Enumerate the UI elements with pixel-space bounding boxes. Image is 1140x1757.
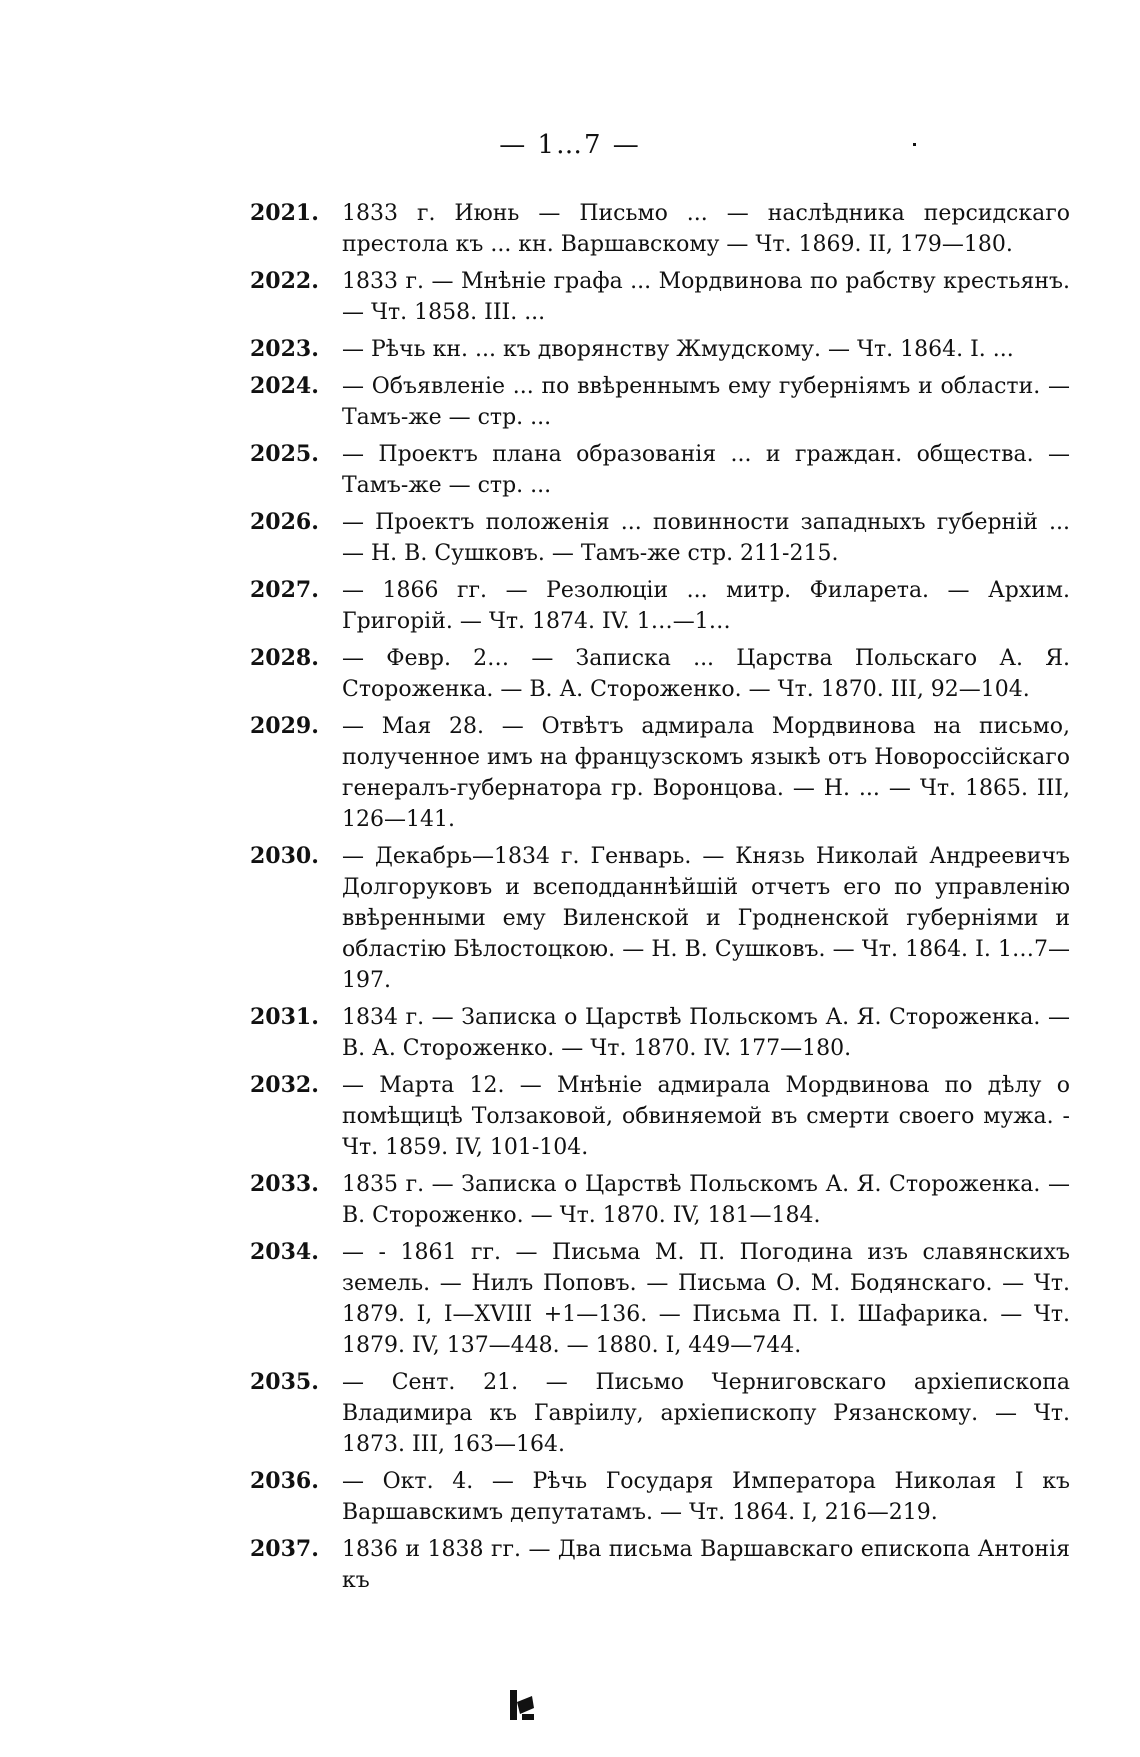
entry-text: — Февр. 2… — Записка ... Царства Польскаго А. Я. Стороженка. — В. А. Стороженко. — Чт. 1870. III, 92—104. <box>342 646 1070 702</box>
entry-text: — Проектъ положенія ... повинности западныхъ губерній ... — Н. В. Сушковъ. — Тамъ-же стр. 211-215. <box>342 510 1070 566</box>
entry-number: 2021. <box>250 200 319 226</box>
entry-text: — Декабрь—1834 г. Генварь. — Князь Николай Андреевичъ Долгоруковъ и всеподданнѣйшій отчетъ его по управленію ввѣренными ему Виленской и Гродненской губерніями и областію Бѣлостоцкою. — Н. В. Сушковъ. — Чт. 1864. I. 1…7—197. <box>342 844 1070 993</box>
list-item <box>250 643 1070 705</box>
list-item <box>250 439 1070 501</box>
entry-number: 2031. <box>250 1004 319 1030</box>
entry-text: 1833 г. — Мнѣніе графа ... Мордвинова по рабству крестьянъ. — Чт. 1858. III. ... <box>342 269 1070 325</box>
list-item <box>250 334 1070 365</box>
entry-number: 2022. <box>250 268 319 294</box>
entry-text: — Марта 12. — Мнѣніе адмирала Мордвинова по дѣлу о помѣщицѣ Толзаковой, обвиняемой въ смерти своего мужа. - Чт. 1859. IV, 101-104. <box>342 1073 1070 1160</box>
list-item <box>250 1169 1070 1231</box>
entry-number: 2033. <box>250 1171 319 1197</box>
entry-text: — - 1861 гг. — Письма М. П. Погодина изъ славянскихъ земель. — Нилъ Поповъ. — Письма О. М. Бодянскаго. — Чт. 1879. I, I—XVIII +1—136. — Письма П. I. Шафарика. — Чт. 1879. IV, 137—448. — 1880. I, 449—744. <box>342 1240 1070 1358</box>
entry-text: — Мая 28. — Отвѣтъ адмирала Мордвинова на письмо, полученное имъ на французскомъ языкѣ отъ Новороссійскаго генералъ-губернатора гр. Воронцова. — Н. ... — Чт. 1865. III, 126—141. <box>342 714 1070 832</box>
entry-number: 2023. <box>250 336 319 362</box>
list-item <box>250 371 1070 433</box>
list-item <box>250 711 1070 835</box>
entry-text: 1834 г. — Записка о Царствѣ Польскомъ А. Я. Стороженка. — В. А. Стороженко. — Чт. 1870. IV. 177—180. <box>342 1005 1070 1061</box>
entry-text: 1835 г. — Записка о Царствѣ Польскомъ А. Я. Стороженка. — В. Стороженко. — Чт. 1870. IV, 181—184. <box>342 1172 1070 1228</box>
entry-text: — Объявленіе ... по ввѣреннымъ ему губерніямъ и области. — Тамъ-же — стр. ... <box>342 374 1070 430</box>
entry-text: 1833 г. Июнь — Письмо ... — наслѣдника персидскаго престола къ ... кн. Варшавскому — Чт. 1869. II, 179—180. <box>342 201 1070 257</box>
entry-number: 2026. <box>250 509 319 535</box>
list-item <box>250 1070 1070 1163</box>
entry-list <box>250 198 1070 1602</box>
list-item <box>250 1237 1070 1361</box>
entry-number: 2037. <box>250 1536 319 1562</box>
list-item <box>250 1466 1070 1528</box>
entry-number: 2030. <box>250 843 319 869</box>
entry-number: 2025. <box>250 441 319 467</box>
entry-text: — 1866 гг. — Резолюціи ... митр. Филарета. — Архим. Григорій. — Чт. 1874. IV. 1…—1… <box>342 578 1070 634</box>
entry-text: — Окт. 4. — Рѣчь Государя Императора Николая I къ Варшавскимъ депутатамъ. — Чт. 1864. I, 216—219. <box>342 1469 1070 1525</box>
entry-number: 2028. <box>250 645 319 671</box>
page-number: — 1…7 — <box>499 130 641 160</box>
list-item <box>250 507 1070 569</box>
entry-text: — Рѣчь кн. ... къ дворянству Жмудскому. — Чт. 1864. I. ... <box>342 337 1014 362</box>
entry-text: 1836 и 1838 гг. — Два письма Варшавскаго епископа Антонія къ <box>342 1537 1070 1593</box>
entry-number: 2035. <box>250 1369 319 1395</box>
list-item <box>250 1367 1070 1460</box>
entry-number: 2027. <box>250 577 319 603</box>
list-item <box>250 1002 1070 1064</box>
entry-number: 2024. <box>250 373 319 399</box>
list-item <box>250 266 1070 328</box>
list-item <box>250 575 1070 637</box>
entry-number: 2032. <box>250 1072 319 1098</box>
list-item <box>250 198 1070 260</box>
entry-text: — Сент. 21. — Письмо Черниговскаго архіепископа Владимира къ Гавріилу, архіепископу Рязанскому. — Чт. 1873. III, 163—164. <box>342 1370 1070 1457</box>
library-stamp-icon <box>508 1688 536 1722</box>
entry-text: — Проектъ плана образованія ... и граждан. общества. — Тамъ-же — стр. ... <box>342 442 1070 498</box>
list-item <box>250 841 1070 996</box>
entry-number: 2029. <box>250 713 319 739</box>
entry-number: 2034. <box>250 1239 319 1265</box>
entry-number: 2036. <box>250 1468 319 1494</box>
list-item <box>250 1534 1070 1596</box>
